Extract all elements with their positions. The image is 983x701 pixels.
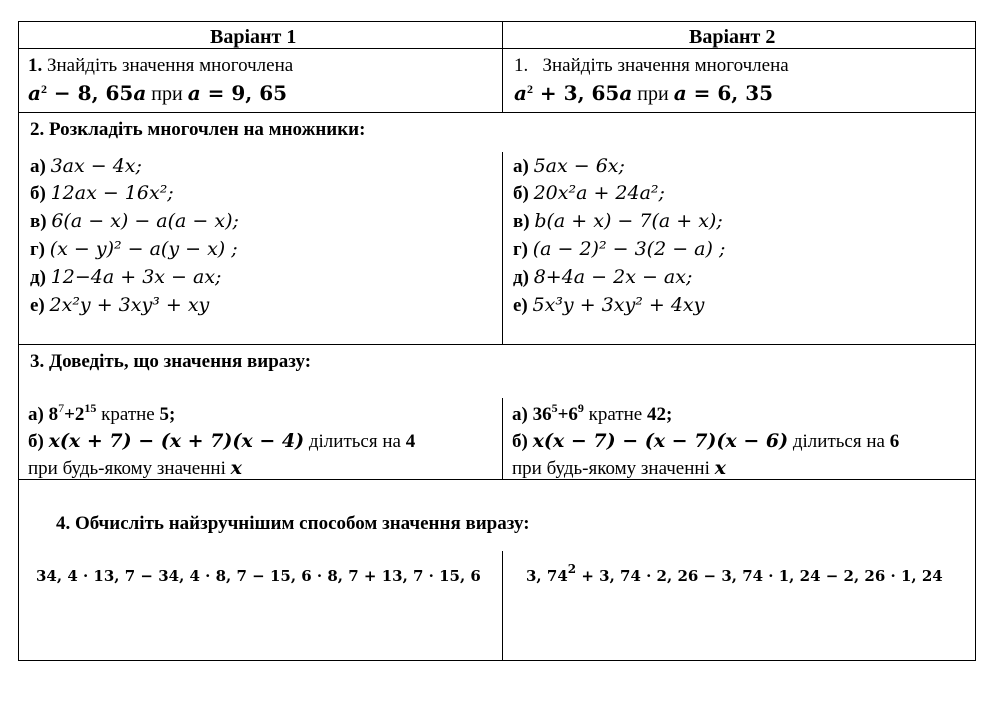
q1-v2-pri: при bbox=[632, 83, 674, 105]
exponent: 15 bbox=[84, 401, 97, 415]
q1-v1-expression bbox=[28, 83, 287, 104]
item-expr: (x − y)² − a(y − x) ; bbox=[49, 238, 238, 260]
exponent: 9 bbox=[577, 401, 584, 415]
q1-v2-expression bbox=[514, 83, 773, 104]
row-divider-q1 bbox=[18, 112, 976, 113]
table-border-top bbox=[18, 21, 976, 22]
q1-v1-number: 1. bbox=[28, 55, 43, 76]
q3-v1-a bbox=[28, 401, 176, 425]
q1-v1-var2: a bbox=[133, 81, 147, 105]
item-label: б) bbox=[30, 183, 46, 204]
expression: x(x + 7) − (x + 7)(x − 4) bbox=[48, 430, 305, 452]
q1-v1-eq: = 9, 65 bbox=[200, 81, 288, 105]
table-border-left bbox=[18, 21, 19, 661]
item-expr: 12ax − 16x²; bbox=[50, 182, 174, 204]
item-label: а) bbox=[30, 156, 46, 177]
q2-v2-item bbox=[513, 212, 723, 231]
item-label: в) bbox=[30, 211, 47, 232]
table-border-bottom bbox=[18, 660, 976, 661]
item-expr: (a − 2)² − 3(2 − a) ; bbox=[532, 238, 726, 260]
expression: 34, 4 · 13, 7 − 34, 4 · 8, 7 − 15, 6 · 8, 7 + 13, 7 · 15, 6 bbox=[36, 567, 481, 585]
q1-v1-var3: a bbox=[187, 81, 201, 105]
column-divider-q2 bbox=[502, 152, 503, 345]
item-label: е) bbox=[513, 295, 528, 316]
q1-v1-task bbox=[28, 56, 293, 75]
q3-title: 3. Доведіть, що значення виразу: bbox=[30, 351, 312, 372]
q1-v2-var3: a bbox=[673, 81, 687, 105]
condition-text: при будь-якому значенні bbox=[512, 458, 715, 479]
q1-v2-text: Знайдіть значення многочлена bbox=[542, 55, 789, 76]
q2-v1-item bbox=[30, 157, 142, 176]
q1-v2-var2: a bbox=[619, 81, 633, 105]
item-expr: 12−4a + 3x − ax; bbox=[50, 266, 222, 288]
item-label: б) bbox=[513, 183, 529, 204]
item-label: а) bbox=[28, 404, 44, 425]
q2-v2-item bbox=[513, 268, 692, 287]
q1-v2-var: a bbox=[514, 81, 527, 105]
q1-v2-task bbox=[514, 56, 789, 75]
q1-v2-rest: + 3, 65 bbox=[532, 81, 620, 105]
q3-v1-b bbox=[28, 432, 415, 451]
column-divider-header-q1 bbox=[502, 21, 503, 113]
item-expr: 5ax − 6x; bbox=[533, 155, 625, 177]
item-expr: 6(a − x) − a(a − x); bbox=[51, 210, 239, 232]
divisor: 5; bbox=[159, 404, 176, 425]
q3-v2-a bbox=[512, 401, 673, 425]
q4-title: 4. Обчисліть найзручнішим способом значення виразу: bbox=[56, 513, 530, 534]
variant2-header: Варіант 2 bbox=[689, 26, 776, 48]
base: 3, 74 bbox=[526, 567, 568, 585]
item-expr: 20x²a + 24a²; bbox=[533, 182, 665, 204]
divisor: 42; bbox=[646, 404, 673, 425]
q1-v1-rest: − 8, 65 bbox=[46, 81, 134, 105]
variant1-header: Варіант 1 bbox=[210, 26, 297, 48]
base: 36 bbox=[532, 404, 552, 425]
q1-v1-text: Знайдіть значення многочлена bbox=[47, 55, 294, 76]
item-expr: 2x²y + 3xy³ + xy bbox=[49, 294, 210, 316]
q2-v1-item bbox=[30, 296, 209, 315]
q2-title: 2. Розкладіть многочлен на множники: bbox=[30, 119, 366, 140]
variable: x bbox=[230, 457, 242, 479]
table-border-right bbox=[975, 21, 976, 661]
q2-v2-item bbox=[513, 157, 625, 176]
expression: x(x − 7) − (x − 7)(x − 6) bbox=[532, 430, 789, 452]
item-expr: 5x³y + 3xy² + 4xy bbox=[532, 294, 705, 316]
item-label: д) bbox=[30, 267, 46, 288]
divides-text: ділиться на bbox=[304, 431, 406, 452]
divisible-text: кратне bbox=[96, 404, 160, 425]
item-label: е) bbox=[30, 295, 45, 316]
q3-v2-b bbox=[512, 432, 899, 451]
exponent: 5 bbox=[551, 401, 558, 415]
row-divider-q2 bbox=[18, 344, 976, 345]
item-label: д) bbox=[513, 267, 529, 288]
q2-v1-item bbox=[30, 184, 174, 203]
item-label: в) bbox=[513, 211, 530, 232]
item-label: г) bbox=[513, 239, 528, 260]
divisor: 4 bbox=[405, 431, 416, 452]
item-expr: 3ax − 4x; bbox=[50, 155, 142, 177]
item-label: б) bbox=[28, 431, 44, 452]
divisible-text: кратне bbox=[583, 404, 647, 425]
plus-term: +2 bbox=[64, 404, 85, 425]
q1-v1-pri: при bbox=[146, 83, 188, 105]
q2-v1-item bbox=[30, 212, 239, 231]
q2-v1-item bbox=[30, 240, 238, 259]
q1-v1-var: a bbox=[28, 81, 41, 105]
item-expr: b(a + x) − 7(a + x); bbox=[534, 210, 723, 232]
q1-v1-exp: 2 bbox=[40, 82, 47, 96]
q2-v2-item bbox=[513, 296, 704, 315]
column-divider-q3 bbox=[502, 398, 503, 480]
q1-v2-exp: 2 bbox=[526, 82, 533, 96]
q2-v1-item bbox=[30, 268, 221, 287]
item-label: а) bbox=[512, 404, 528, 425]
item-expr: 8+4a − 2x − ax; bbox=[533, 266, 693, 288]
q3-v1-b-line2 bbox=[28, 459, 242, 478]
column-divider-q4 bbox=[502, 551, 503, 661]
q2-v2-item bbox=[513, 184, 665, 203]
variable: x bbox=[714, 457, 726, 479]
divides-text: ділиться на bbox=[788, 431, 890, 452]
divisor: 6 bbox=[889, 431, 900, 452]
plus-term: +6 bbox=[557, 404, 578, 425]
q4-v2-expression bbox=[526, 562, 943, 585]
q3-v2-b-line2 bbox=[512, 459, 726, 478]
exponent: 7 bbox=[58, 401, 65, 415]
exponent: 2 bbox=[567, 562, 577, 576]
item-label: а) bbox=[513, 156, 529, 177]
expression: + 3, 74 · 2, 26 − 3, 74 · 1, 24 − 2, 26 · 1, 24 bbox=[576, 567, 943, 585]
base: 8 bbox=[48, 404, 59, 425]
row-divider-header bbox=[18, 48, 976, 49]
condition-text: при будь-якому значенні bbox=[28, 458, 231, 479]
q2-v2-item bbox=[513, 240, 725, 259]
q1-v2-eq: = 6, 35 bbox=[686, 81, 774, 105]
q4-v1-expression bbox=[36, 567, 481, 584]
q1-v2-number: 1. bbox=[514, 55, 529, 76]
row-divider-q3 bbox=[18, 479, 976, 480]
item-label: б) bbox=[512, 431, 528, 452]
item-label: г) bbox=[30, 239, 45, 260]
